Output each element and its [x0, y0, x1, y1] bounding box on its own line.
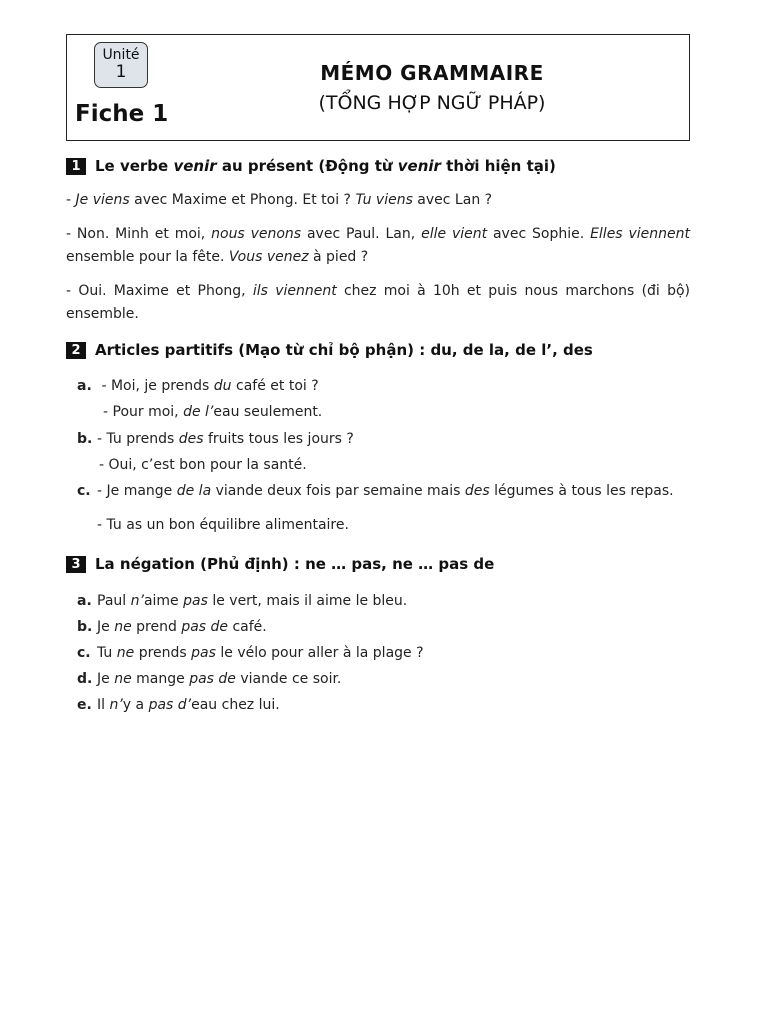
page-title: MÉMO GRAMMAIRE	[320, 61, 544, 85]
text: viande deux fois par semaine mais	[211, 483, 465, 499]
text: eau seulement.	[213, 404, 323, 420]
paragraph-3	[66, 280, 690, 326]
text-italic: pas d’	[148, 697, 192, 713]
fiche-label: Fiche 1	[75, 101, 169, 127]
text-italic: ne	[114, 619, 132, 635]
text-italic: pas de	[181, 619, 229, 635]
unit-badge	[94, 42, 148, 88]
text: café et toi ?	[231, 378, 319, 394]
section-2-number: 2	[66, 342, 86, 359]
text: avec Paul. Lan,	[301, 226, 422, 242]
text: avec Lan ?	[412, 192, 493, 208]
text: - Non. Minh et moi,	[66, 226, 212, 242]
list-item-a1	[77, 378, 319, 394]
text-italic: n’	[109, 697, 123, 713]
list-item-b2: - Oui, c’est bon pour la santé.	[99, 457, 307, 473]
text: Il	[97, 697, 110, 713]
text: prend	[131, 619, 182, 635]
negation-item	[77, 645, 424, 661]
text: - Moi, je prends	[97, 378, 214, 394]
section-1-title-part: Le verbe	[95, 157, 174, 175]
text: Tu	[97, 645, 117, 661]
list-letter: d.	[77, 671, 93, 687]
list-letter: b.	[77, 619, 93, 635]
text: prends	[134, 645, 192, 661]
text: y a	[122, 697, 149, 713]
text-italic: de la	[176, 483, 212, 499]
text: - Je mange	[97, 483, 177, 499]
section-2-title: Articles partitifs (Mạo từ chỉ bộ phận) : du, de la, de l’, des	[95, 341, 593, 359]
section-2-heading	[66, 341, 593, 359]
section-3-number: 3	[66, 556, 86, 573]
list-item-c1	[77, 483, 674, 499]
text-italic: des	[178, 431, 204, 447]
text-italic: n’	[130, 593, 144, 609]
negation-item	[77, 697, 280, 713]
unit-number: 1	[115, 62, 127, 82]
text: eau chez lui.	[191, 697, 280, 713]
text: le vert, mais il aime le bleu.	[207, 593, 408, 609]
text-italic: elle vient	[421, 226, 488, 242]
text: le vélo pour aller à la plage ?	[215, 645, 424, 661]
text: ensemble pour la fête.	[66, 249, 229, 265]
unit-label: Unité	[102, 47, 140, 63]
section-1-title-italic: venir	[397, 157, 441, 175]
list-letter: e.	[77, 697, 92, 713]
text: café.	[228, 619, 267, 635]
text-italic: Elles viennent	[590, 226, 690, 242]
page-subtitle: (TỔNG HỢP NGỮ PHÁP)	[318, 92, 546, 114]
list-item-b1	[77, 431, 354, 447]
text-italic: du	[213, 378, 232, 394]
text: aime	[143, 593, 184, 609]
list-letter: a.	[77, 593, 92, 609]
section-3-title: La négation (Phủ định) : ne … pas, ne … pas de	[95, 555, 495, 573]
paragraph-2	[66, 223, 690, 269]
text: - Pour moi,	[103, 404, 184, 420]
negation-item	[77, 593, 407, 609]
text: Je	[97, 619, 115, 635]
negation-item	[77, 619, 267, 635]
text-italic: nous venons	[211, 226, 302, 242]
text-italic: pas de	[189, 671, 236, 687]
text-italic: Je viens	[75, 192, 130, 208]
text: - Tu prends	[97, 431, 179, 447]
section-1-title-italic: venir	[173, 157, 217, 175]
section-3-heading	[66, 555, 494, 573]
text: Paul	[97, 593, 131, 609]
header-box	[66, 34, 690, 141]
paragraph-1	[66, 189, 690, 212]
text: -	[66, 192, 76, 208]
text-italic: ne	[114, 671, 132, 687]
text-italic: Vous venez	[228, 249, 309, 265]
section-1-heading	[66, 157, 556, 175]
text-italic: des	[464, 483, 490, 499]
section-1-title-part: thời hiện tại)	[440, 157, 556, 175]
text: avec Sophie.	[487, 226, 591, 242]
text-italic: pas	[183, 593, 208, 609]
list-letter: b.	[77, 431, 93, 447]
negation-item	[77, 671, 341, 687]
list-item-c2: - Tu as un bon équilibre alimentaire.	[97, 517, 349, 533]
text-italic: pas	[191, 645, 216, 661]
text: Je	[97, 671, 115, 687]
text: chez moi à 10h et puis nous marchons (đi bộ) ensemble.	[66, 283, 690, 322]
text-italic: Tu viens	[355, 192, 413, 208]
text: légumes à tous les repas.	[489, 483, 674, 499]
text: avec Maxime et Phong. Et toi ?	[129, 192, 356, 208]
text-italic: de l’	[183, 404, 214, 420]
list-letter: c.	[77, 645, 91, 661]
text-italic: ils viennent	[252, 283, 337, 299]
text-italic: ne	[116, 645, 135, 661]
text: - Oui. Maxime et Phong,	[66, 283, 253, 299]
list-item-a2	[103, 404, 322, 420]
text: fruits tous les jours ?	[203, 431, 354, 447]
text: à pied ?	[308, 249, 369, 265]
text: mange	[131, 671, 190, 687]
list-letter: c.	[77, 483, 91, 499]
section-1-number: 1	[66, 158, 86, 175]
list-letter: a.	[77, 378, 92, 394]
text: viande ce soir.	[235, 671, 342, 687]
section-1-title-part: au présent (Động từ	[216, 157, 398, 175]
